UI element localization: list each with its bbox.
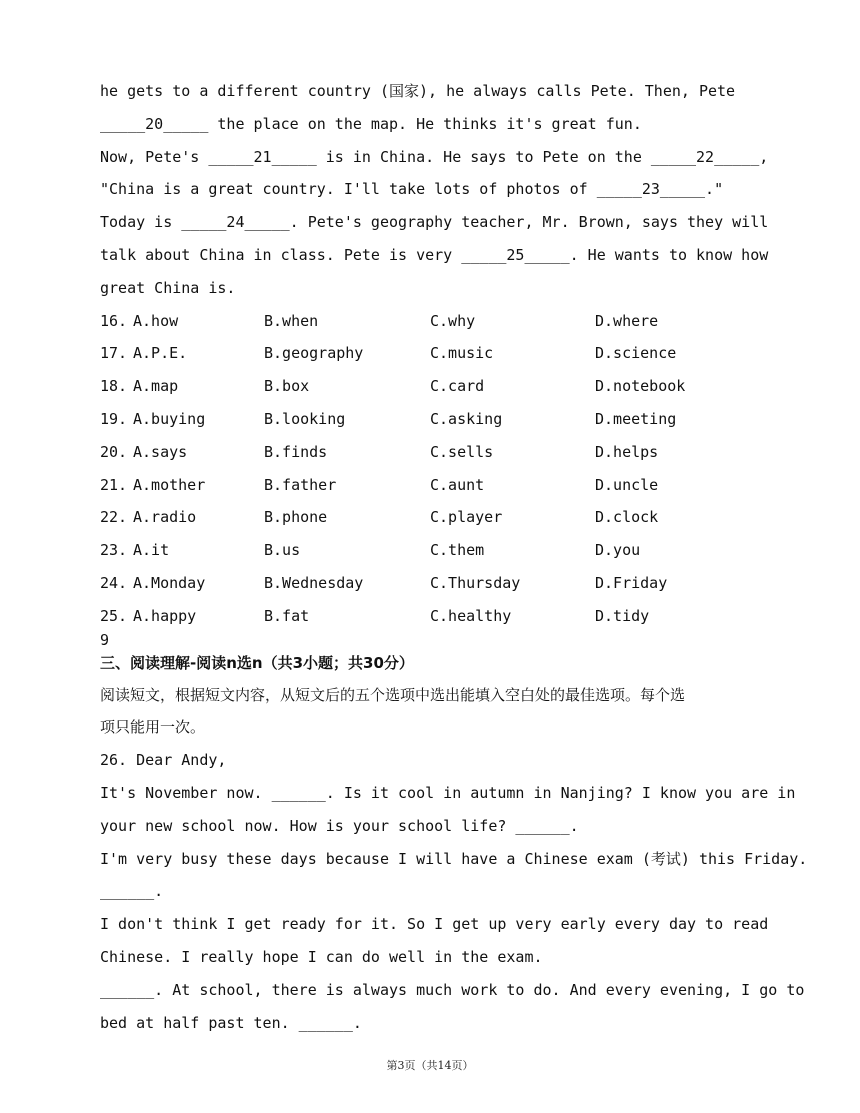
- question-number: 25.: [100, 606, 128, 625]
- option-d: D.where: [595, 311, 659, 330]
- option-d: D.clock: [595, 508, 659, 527]
- option-b: B.father: [264, 475, 337, 494]
- question-number: 17.: [100, 344, 128, 363]
- question-options: [100, 436, 780, 469]
- question-number: 20.: [100, 442, 128, 461]
- page-footer: 第3页（共14页）: [386, 1059, 474, 1072]
- question-number: 16.: [100, 311, 128, 330]
- letter-line: ______.: [100, 882, 164, 901]
- page-content: [100, 75, 808, 1039]
- letter-line: your new school now. How is your school life? ______.: [100, 816, 579, 835]
- question-number: 21.: [100, 475, 128, 494]
- letter-passage: [100, 744, 808, 1039]
- option-a: A.buying: [133, 409, 206, 428]
- letter-line: ______. At school, there is always much work to do. And every evening, I go to: [100, 980, 805, 999]
- option-c: C.healthy: [430, 606, 512, 625]
- letter-line: bed at half past ten. ______.: [100, 1013, 362, 1032]
- question-options: [100, 305, 780, 338]
- letter-line: 26. Dear Andy,: [100, 751, 227, 770]
- option-c: C.sells: [430, 442, 494, 461]
- option-a: A.map: [133, 377, 179, 396]
- option-c: C.asking: [430, 409, 503, 428]
- letter-line: Chinese. I really hope I can do well in the exam.: [100, 947, 543, 966]
- question-number: 19.: [100, 409, 128, 428]
- option-a: A.it: [133, 541, 170, 560]
- question-number: 23.: [100, 541, 128, 560]
- passage-line: _____20_____ the place on the map. He thinks it's great fun.: [100, 114, 642, 133]
- passage-line: Now, Pete's _____21_____ is in China. He says to Pete on the _____22_____,: [100, 147, 769, 166]
- passage: [100, 75, 780, 305]
- option-d: D.Friday: [595, 573, 668, 592]
- option-b: B.when: [264, 311, 319, 330]
- option-d: D.science: [595, 344, 677, 363]
- option-a: A.radio: [133, 508, 197, 527]
- stray-mark: 9: [100, 630, 110, 649]
- passage-line: he gets to a different country (国家), he always calls Pete. Then, Pete: [100, 82, 736, 100]
- passage-line: talk about China in class. Pete is very _____25_____. He wants to know how: [100, 245, 769, 264]
- option-c: C.music: [430, 344, 494, 363]
- question-options: [100, 370, 780, 403]
- letter-line: I don't think I get ready for it. So I get up very early every day to read: [100, 915, 769, 934]
- question-options: [100, 337, 780, 370]
- option-c: C.them: [430, 541, 485, 560]
- instruction-line: 阅读短文，根据短文内容，从短文后的五个选项中选出能填入空白处的最佳选项。每个选: [100, 685, 686, 704]
- letter-line: It's November now. ______. Is it cool in autumn in Nanjing? I know you are in: [100, 783, 796, 802]
- question-number: 22.: [100, 508, 128, 527]
- option-c: C.player: [430, 508, 503, 527]
- option-d: D.you: [595, 541, 641, 560]
- option-b: B.phone: [264, 508, 328, 527]
- section-heading: 三、阅读理解-阅读n选n（共3小题；共30分）: [100, 653, 414, 672]
- option-d: D.helps: [595, 442, 659, 461]
- option-b: B.box: [264, 377, 310, 396]
- option-a: A.happy: [133, 606, 197, 625]
- option-b: B.fat: [264, 606, 310, 625]
- option-b: B.looking: [264, 409, 346, 428]
- question-options: [100, 534, 780, 567]
- option-c: C.aunt: [430, 475, 485, 494]
- option-d: D.uncle: [595, 475, 659, 494]
- question-options: [100, 567, 780, 600]
- option-c: C.why: [430, 311, 476, 330]
- question-options: [100, 403, 780, 436]
- option-a: A.says: [133, 442, 188, 461]
- option-d: D.meeting: [595, 409, 677, 428]
- option-c: C.card: [430, 377, 485, 396]
- option-a: A.how: [133, 311, 179, 330]
- option-b: B.finds: [264, 442, 328, 461]
- option-b: B.geography: [264, 344, 364, 363]
- question-number: 18.: [100, 377, 128, 396]
- passage-line: "China is a great country. I'll take lots of photos of _____23_____.": [100, 180, 724, 199]
- option-d: D.notebook: [595, 377, 686, 396]
- option-a: A.P.E.: [133, 344, 188, 363]
- option-c: C.Thursday: [430, 573, 521, 592]
- question-options: [100, 600, 780, 633]
- question-number: 24.: [100, 573, 128, 592]
- instruction-line: 项只能用一次。: [100, 718, 206, 737]
- options-list: [100, 305, 780, 633]
- passage-line: great China is.: [100, 278, 236, 297]
- option-a: A.mother: [133, 475, 206, 494]
- option-b: B.us: [264, 541, 301, 560]
- passage-line: Today is _____24_____. Pete's geography teacher, Mr. Brown, says they will: [100, 213, 769, 232]
- letter-line: I'm very busy these days because I will have a Chinese exam (考试) this Friday.: [100, 849, 808, 868]
- option-a: A.Monday: [133, 573, 206, 592]
- option-b: B.Wednesday: [264, 573, 364, 592]
- question-options: [100, 469, 780, 502]
- question-options: [100, 501, 780, 534]
- option-d: D.tidy: [595, 606, 650, 625]
